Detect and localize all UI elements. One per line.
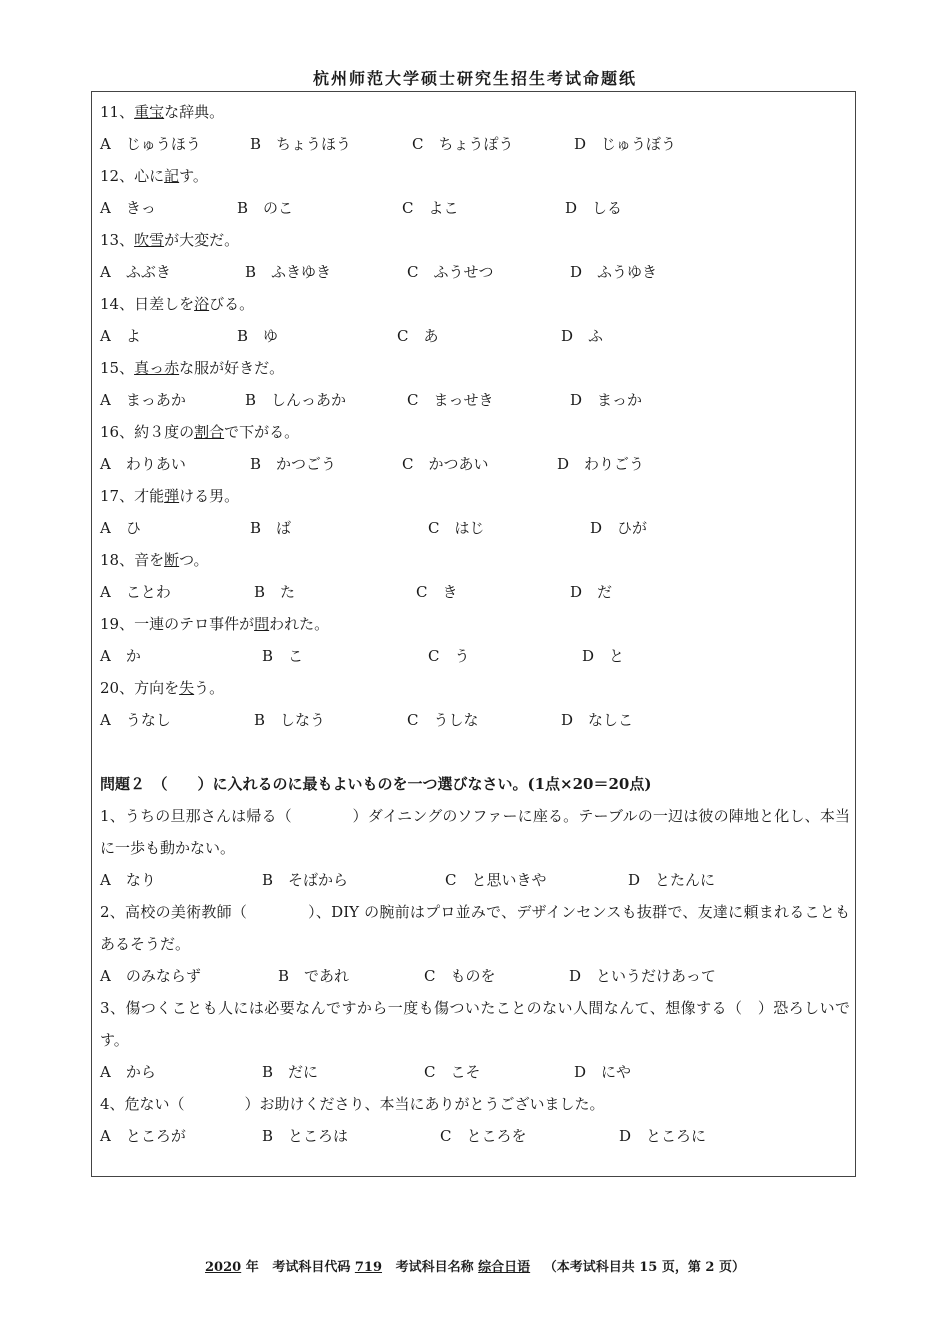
footer-name: 综合日语 (478, 1260, 531, 1275)
question-line (100, 416, 850, 448)
option-b: B しなう (254, 711, 326, 729)
option-b: B ふきゆき (245, 263, 332, 281)
underlined-word: 弾 (164, 487, 180, 505)
page-footer (0, 1256, 950, 1275)
question-text-after: な服が好きだ。 (179, 359, 285, 377)
options-row (100, 320, 850, 352)
option-c: C よこ (402, 199, 459, 217)
question-text: 1、うちの旦那さんは帰る（ ）ダイニングのソファーに座る。テーブルの一辺は彼の陣地と化し、本当に一歩も動かない。 (100, 807, 850, 857)
option-b: B こ (262, 647, 304, 665)
question-number: 14、 (100, 295, 135, 313)
question-number: 13、 (100, 231, 135, 249)
option-a: A か (100, 647, 141, 665)
option-a: A きっ (100, 199, 156, 217)
options-row (100, 576, 850, 608)
question-number: 17、 (100, 487, 135, 505)
option-b: B のこ (237, 199, 294, 217)
option-c: C と思いきや (445, 871, 547, 889)
option-a: A わりあい (100, 455, 186, 473)
option-d: D じゅうぼう (574, 135, 677, 153)
option-b: B かつごう (250, 455, 337, 473)
underlined-word: 問 (254, 615, 270, 633)
option-c: C うしな (407, 711, 479, 729)
option-b: B ところは (262, 1127, 349, 1145)
underlined-word: 失 (179, 679, 195, 697)
option-b: B ば (250, 519, 292, 537)
footer-code-label: 考试科目代码 (272, 1260, 351, 1275)
question-text-after: われた。 (269, 615, 330, 633)
underlined-word: 浴 (194, 295, 210, 313)
option-a: A ひ (100, 519, 141, 537)
options-row (100, 384, 850, 416)
underlined-word: 吹雪 (134, 231, 165, 249)
option-c: C ものを (424, 967, 496, 985)
question-text-before: 音を (134, 551, 165, 569)
question-text: 4、危ない（ ）お助けくださり、本当にありがとうございました。 (100, 1095, 605, 1113)
exam-content (100, 96, 850, 1152)
question-line (100, 480, 850, 512)
option-c: C はじ (428, 519, 485, 537)
question-number: 15、 (100, 359, 135, 377)
part1-questions (100, 96, 850, 736)
question-text-after: で下がる。 (224, 423, 300, 441)
underlined-word: 断 (164, 551, 180, 569)
question-text-after: びる。 (209, 295, 255, 313)
option-a: A うなし (100, 711, 171, 729)
footer-name-label: 考试科目名称 (395, 1260, 474, 1275)
question-text-after: つ。 (179, 551, 209, 569)
footer-code: 719 (354, 1260, 383, 1275)
options-row (100, 512, 850, 544)
options-row (100, 864, 850, 896)
option-d: D なしこ (561, 711, 634, 729)
question-number: 19、 (100, 615, 135, 633)
question-text-before: 心に (134, 167, 165, 185)
question-line (100, 160, 850, 192)
question-number: 16、 (100, 423, 135, 441)
option-b: B であれ (278, 967, 350, 985)
option-d: D とたんに (628, 871, 716, 889)
option-c: C う (428, 647, 470, 665)
options-row (100, 448, 850, 480)
option-b: B しんっあか (245, 391, 347, 409)
question-text-after: な辞典。 (164, 103, 225, 121)
underlined-word: 重宝 (134, 103, 165, 121)
part2-questions (100, 800, 850, 1152)
option-c: C かつあい (402, 455, 489, 473)
option-a: A まっあか (100, 391, 186, 409)
question-text: 3、傷つくことも人には必要なんですから一度も傷ついたことのない人間なんて、想像する（ ）恐ろしいです。 (100, 999, 850, 1049)
option-a: A なり (100, 871, 156, 889)
option-d: D にや (574, 1063, 632, 1081)
option-b: B ゆ (237, 327, 279, 345)
question-line (100, 608, 850, 640)
option-d: D しる (565, 199, 623, 217)
options-row (100, 704, 850, 736)
options-row (100, 128, 850, 160)
footer-year: 2020 (205, 1260, 242, 1275)
option-a: A じゅうほう (100, 135, 201, 153)
footer-note: （本考试科目共 15 页，第 2 页） (543, 1260, 745, 1275)
question-text-after: す。 (179, 167, 208, 185)
question-text-before: 一連のテロ事件が (134, 615, 255, 633)
option-a: A ことわ (100, 583, 171, 601)
option-c: C ちょうぽう (412, 135, 514, 153)
option-d: D まっか (570, 391, 643, 409)
options-row (100, 960, 850, 992)
question-text-before: 日差しを (134, 295, 195, 313)
options-row (100, 256, 850, 288)
section-heading: 問題２ （ ）に入れるのに最もよいものを一つ選びなさい。(1点×20＝20点) (100, 775, 652, 793)
question-number: 18、 (100, 551, 135, 569)
question-line (100, 352, 850, 384)
option-a: A ふぶき (100, 263, 171, 281)
option-c: C あ (397, 327, 439, 345)
question-text: 2、高校の美術教師（ ）、DIY の腕前はプロ並みで、デザインセンスも抜群で、友達に頼まれることもあるそうだ。 (100, 903, 850, 953)
question-text-after: が大変だ。 (164, 231, 240, 249)
question-text-before: 約３度の (134, 423, 195, 441)
page-header: 杭州师范大学硕士研究生招生考试命题纸 (312, 69, 637, 88)
underlined-word: 記 (164, 167, 180, 185)
option-b: B ちょうほう (250, 135, 352, 153)
question-line (100, 96, 850, 128)
option-d: D だ (570, 583, 613, 601)
option-b: B た (254, 583, 296, 601)
spacer (100, 736, 850, 768)
underlined-word: 割合 (194, 423, 225, 441)
option-d: D というだけあって (569, 967, 716, 985)
option-c: C き (416, 583, 458, 601)
option-a: A ところが (100, 1127, 186, 1145)
option-a: A から (100, 1063, 156, 1081)
question-text-before: 才能 (134, 487, 165, 505)
options-row (100, 192, 850, 224)
option-a: A よ (100, 327, 141, 345)
option-d: D ひが (590, 519, 648, 537)
option-d: D と (582, 647, 625, 665)
question-number: 11、 (100, 103, 135, 121)
options-row (100, 1120, 850, 1152)
question-line (100, 224, 850, 256)
option-d: D ふうゆき (570, 263, 658, 281)
options-row (100, 1056, 850, 1088)
question-line (100, 288, 850, 320)
question-number: 20、 (100, 679, 135, 697)
option-d: D ところに (619, 1127, 707, 1145)
question-line (100, 544, 850, 576)
option-b: B だに (262, 1063, 319, 1081)
question-number: 12、 (100, 167, 135, 185)
option-d: D わりごう (557, 455, 645, 473)
option-a: A のみならず (100, 967, 201, 985)
options-row (100, 640, 850, 672)
option-c: C ところを (440, 1127, 527, 1145)
underlined-word: 真っ赤 (134, 359, 180, 377)
option-b: B そばから (262, 871, 349, 889)
question-line (100, 672, 850, 704)
option-c: C ふうせつ (407, 263, 494, 281)
question-text-after: う。 (194, 679, 225, 697)
question-text-after: ける男。 (179, 487, 240, 505)
option-d: D ふ (561, 327, 604, 345)
footer-year-label: 年 (245, 1260, 259, 1275)
option-c: C こそ (424, 1063, 481, 1081)
option-c: C まっせき (407, 391, 494, 409)
question-text-before: 方向を (134, 679, 180, 697)
